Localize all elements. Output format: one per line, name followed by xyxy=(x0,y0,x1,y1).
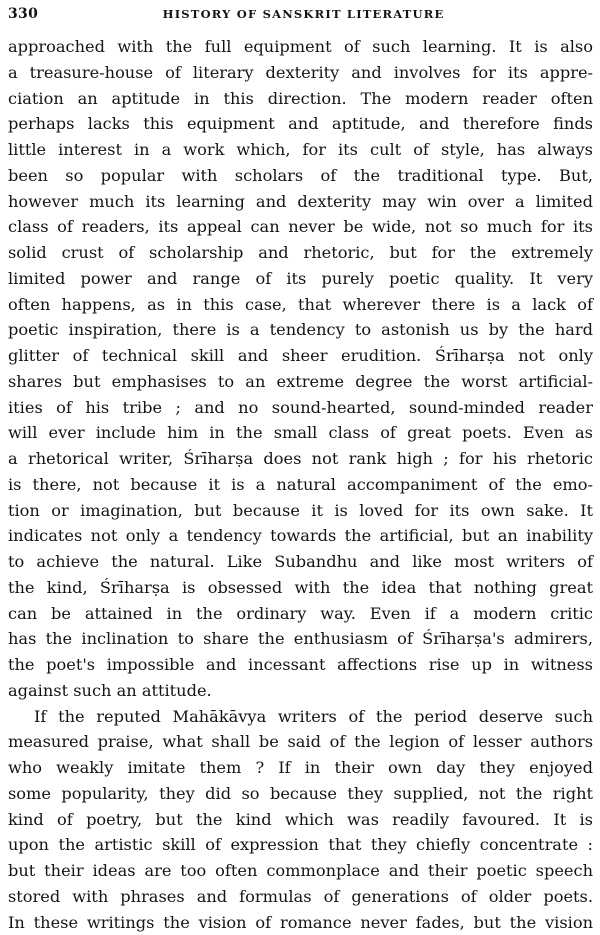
text-line: can be attained in the ordinary way. Even if a modern critic xyxy=(8,601,593,627)
text-line: however much its learning and dexterity may win over a limited xyxy=(8,189,593,215)
text-line: limited power and range of its purely poetic quality. It very xyxy=(8,266,593,292)
text-line: to achieve the natural. Like Subandhu and like most writers of xyxy=(8,549,593,575)
text-line: ities of his tribe ; and no sound-hearted, sound-minded reader xyxy=(8,395,593,421)
text-line: ciation an aptitude in this direction. The modern reader often xyxy=(8,86,593,112)
text-line: the kind, Śrīharṣa is obsessed with the idea that nothing great xyxy=(8,575,593,601)
text-line: tion or imagination, but because it is loved for its own sake. It xyxy=(8,498,593,524)
text-line: solid crust of scholarship and rhetoric, but for the extremely xyxy=(8,240,593,266)
text-line: the poet's impossible and incessant affections rise up in witness xyxy=(8,652,593,678)
running-head: HISTORY OF SANSKRIT LITERATURE xyxy=(38,7,569,21)
text-line: approached with the full equipment of such learning. It is also xyxy=(8,34,593,60)
page-body xyxy=(8,34,593,935)
text-line: some popularity, they did so because they supplied, not the right xyxy=(8,781,593,807)
text-line: but their ideas are too often commonplace and their poetic speech xyxy=(8,858,593,884)
text-line: is there, not because it is a natural accompaniment of the emo- xyxy=(8,472,593,498)
text-line: kind of poetry, but the kind which was readily favoured. It is xyxy=(8,807,593,833)
text-line: will ever include him in the small class of great poets. Even as xyxy=(8,420,593,446)
paragraph xyxy=(8,34,593,704)
paragraph xyxy=(8,704,593,935)
text-line: been so popular with scholars of the traditional type. But, xyxy=(8,163,593,189)
text-line: If the reputed Mahākāvya writers of the period deserve such xyxy=(8,704,593,730)
text-line: has the inclination to share the enthusiasm of Śrīharṣa's admirers, xyxy=(8,626,593,652)
text-line: a treasure-house of literary dexterity and involves for its appre- xyxy=(8,60,593,86)
text-line: poetic inspiration, there is a tendency to astonish us by the hard xyxy=(8,317,593,343)
text-line: In these writings the vision of romance never fades, but the vision xyxy=(8,910,593,935)
text-line: little interest in a work which, for its cult of style, has always xyxy=(8,137,593,163)
page-number: 330 xyxy=(8,6,38,22)
text-line: indicates not only a tendency towards the artificial, but an inability xyxy=(8,523,593,549)
text-line: measured praise, what shall be said of the legion of lesser authors xyxy=(8,729,593,755)
text-line: stored with phrases and formulas of generations of older poets. xyxy=(8,884,593,910)
text-line: a rhetorical writer, Śrīharṣa does not rank high ; for his rhetoric xyxy=(8,446,593,472)
text-line: upon the artistic skill of expression that they chiefly concentrate : xyxy=(8,832,593,858)
page-header xyxy=(8,6,593,28)
text-line: against such an attitude. xyxy=(8,678,593,704)
text-line: class of readers, its appeal can never be wide, not so much for its xyxy=(8,214,593,240)
text-line: shares but emphasises to an extreme degree the worst artificial- xyxy=(8,369,593,395)
text-line: glitter of technical skill and sheer erudition. Śrīharṣa not only xyxy=(8,343,593,369)
text-line: who weakly imitate them ? If in their own day they enjoyed xyxy=(8,755,593,781)
text-line: perhaps lacks this equipment and aptitude, and therefore finds xyxy=(8,111,593,137)
text-line: often happens, as in this case, that wherever there is a lack of xyxy=(8,292,593,318)
